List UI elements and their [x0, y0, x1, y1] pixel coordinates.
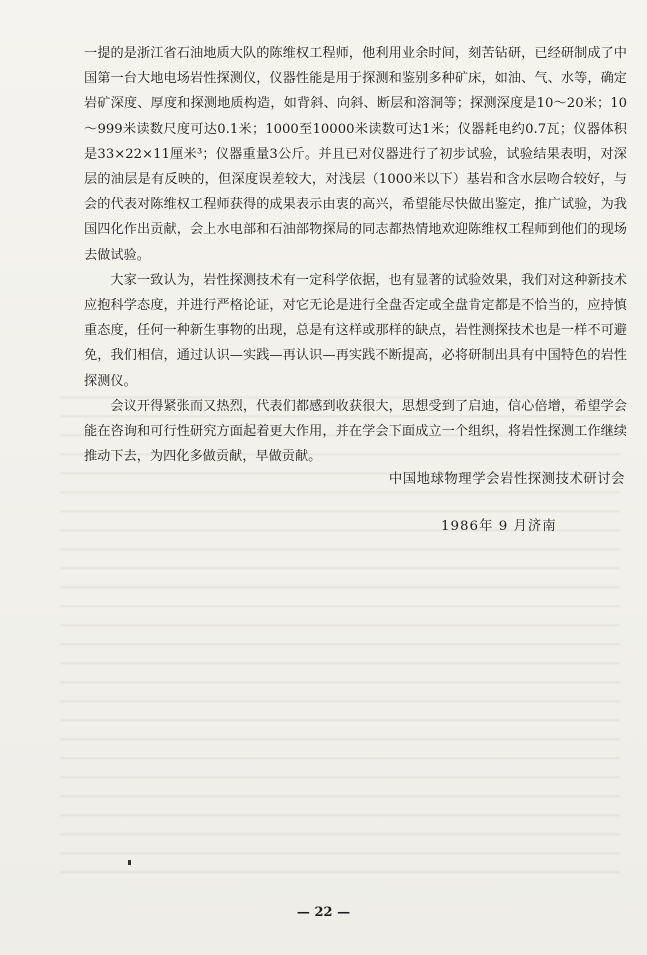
signature-date: 1986年 9 月济南 — [441, 519, 557, 534]
paragraph: 一提的是浙江省石油地质大队的陈维权工程师，他利用业余时间，刻苦钻研，已经研制成了中国第一台大地电场岩性探测仪，仪器性能是用于探测和鉴别多种矿床，如油、气、水等，确定岩矿深度、厚度和探测地质构造，如背斜、向斜、断层和溶洞等；探测深度是10～20米；10～999米读数尺度可达0.1米；1000至10000米读数可达1米；仪器耗电约0.7瓦；仪器体积是33×22×11厘米³；仪器重量3公斤。并且已对仪器进行了初步试验，试验结果表明，对深层的油层是有反映的，但深度误差较大，对浅层（1000米以下）基岩和含水层吻合较好，与会的代表对陈维权工程师获得的成果表示由衷的高兴，希望能尽快做出鉴定，推广试验，为我国四化作出贡献，会上水电部和石油部物探局的同志都热情地欢迎陈维权工程师到他们的现场去做试验。 — [84, 46, 627, 263]
signature-organization: 中国地球物理学会岩性探测技术研讨会 — [388, 472, 625, 487]
paragraph: 会议开得紧张而又热烈，代表们都感到收获很大，思想受到了启迪，信心倍增，希望学会能在咨询和可行性研究方面起着更大作用，并在学会下面成立一个组织，将岩性探测工作继续推动下去，为四化多做贡献，早做贡献。 — [84, 398, 627, 465]
article-body — [84, 41, 627, 469]
paragraph: 大家一致认为，岩性探测技术有一定科学依据，也有显著的试验效果，我们对这种新技术应抱科学态度，并进行严格论证，对它无论是进行全盘否定或全盘肯定都是不恰当的，应持慎重态度，任何一种新生事物的出现，总是有这样或那样的缺点，岩性测探技术也是一样不可避免，我们相信，通过认识—实践—再认识—再实践不断提高，必将研制出具有中国特色的岩性探测仪。 — [84, 272, 627, 389]
ink-speck — [128, 860, 131, 865]
page-number: — 22 — — [296, 905, 351, 920]
